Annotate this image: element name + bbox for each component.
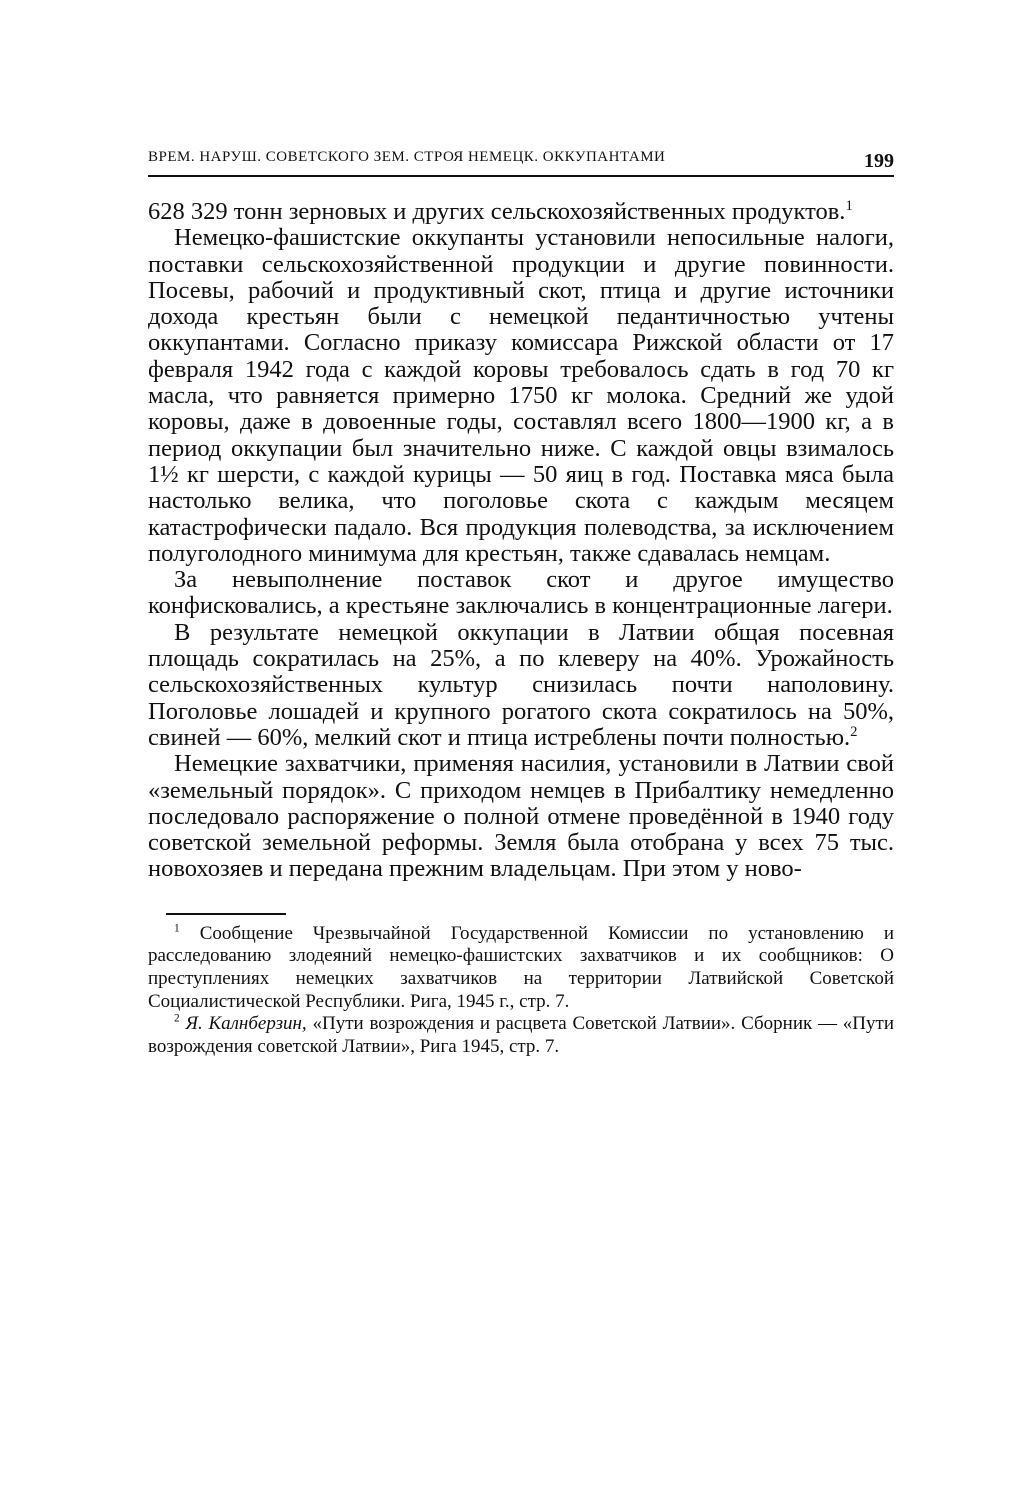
paragraph-1 bbox=[148, 199, 894, 225]
footnote-ref-2: 2 bbox=[850, 723, 858, 740]
paragraph-5 bbox=[148, 751, 894, 882]
footnotes bbox=[148, 923, 894, 1059]
paragraph-2-text: Немецко-фашистские оккупанты установили непосильные налоги, поставки сельскохозяйственной продукции и другие повинности. Посевы, рабочий и продуктивный скот, птица и другие источники дохода крестьян были с немецкой педантичностью учтены оккупантами. Согласно приказу комиссара Рижской области от 17 февраля 1942 года с каждой коровы требовалось сдать в год 70 кг масла, что равняется примерно 1750 кг молока. Средний же удой коровы, даже в довоенные годы, составлял всего 1800—1900 кг, а в период оккупации был значительно ниже. С каждой овцы взималось 1½ кг шерсти, с каждой курицы — 50 яиц в год. Поставка мяса была настолько велика, что поголовье скота с каждым месяцем катастрофически падало. Вся продукция полеводства, за исключением полуголодного минимума для крестьян, также сдавалась немцам. bbox=[148, 224, 894, 567]
footnote-1-text: Сообщение Чрезвычайной Государственной Комиссии по установлению и расследованию злодеяний немецко-фашистских захватчиков и их сообщников: О преступлениях немецких захватчиков на территории Латвийской Советской Социалистической Республики. Рига, 1945 г., стр. 7. bbox=[148, 922, 895, 1012]
footnote-1 bbox=[148, 923, 894, 1013]
running-title: ВРЕМ. НАРУШ. СОВЕТСКОГО ЗЕМ. СТРОЯ НЕМЕЦК. ОККУПАНТАМИ bbox=[148, 149, 666, 165]
footnote-1-mark: 1 bbox=[174, 922, 180, 935]
paragraph-5-text: Немецкие захватчики, применяя насилия, установили в Латвии свой «земельный порядок». С приходом немцев в Прибалтику немедленно последовало распоряжение о полной отмене проведённой в 1940 году советской земельной реформы. Земля была отобрана у всех 75 тыс. новохозяев и передана прежним владельцам. При этом у ново- bbox=[148, 750, 894, 883]
body-text bbox=[148, 199, 894, 883]
paragraph-2 bbox=[148, 225, 894, 567]
footnote-2-author: Я. Калнберзин, bbox=[185, 1013, 307, 1035]
paragraph-4 bbox=[148, 620, 894, 751]
footnote-2-mark: 2 bbox=[174, 1012, 180, 1025]
page-number: 199 bbox=[864, 150, 894, 172]
paragraph-3-text: За невыполнение поставок скот и другое имущество конфисковались, а крестьяне заключались в концентрационные лагери. bbox=[148, 566, 894, 620]
footnote-ref-1: 1 bbox=[845, 197, 853, 214]
paragraph-3 bbox=[148, 567, 894, 620]
book-page bbox=[148, 144, 894, 1058]
running-head bbox=[148, 144, 894, 177]
footnote-2-text: «Пути возрождения и расцвета Советской Латвии». Сборник — «Пути возрождения советской Латвии», Рига 1945, стр. 7. bbox=[148, 1013, 894, 1057]
footnote-divider bbox=[166, 913, 286, 915]
paragraph-4-text: В результате немецкой оккупации в Латвии общая посевная площадь сократилась на 25%, а по клеверу на 40%. Урожайность сельскохозяйственных культур снизилась почти наполовину. Поголовье лошадей и крупного рогатого скота сократилось на 50%, свиней — 60%, мелкий скот и птица истреблены почти полностью. bbox=[148, 618, 894, 751]
paragraph-1-text: 628 329 тонн зерновых и других сельскохозяйственных продуктов. bbox=[148, 198, 846, 225]
footnote-2 bbox=[148, 1013, 894, 1058]
